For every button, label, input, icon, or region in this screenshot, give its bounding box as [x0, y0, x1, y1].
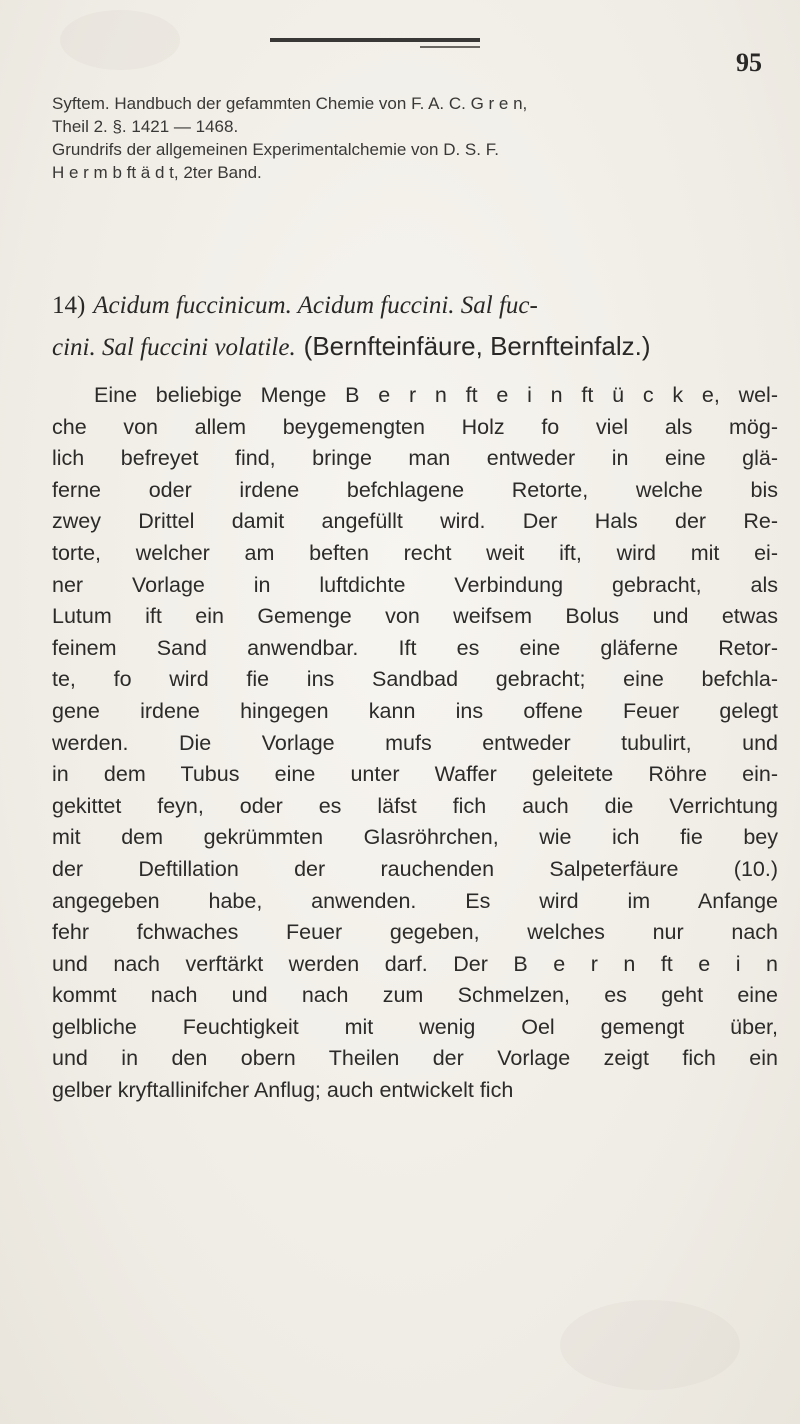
body-line: und nach verftärkt werden darf. Der B e r n ft e i n — [52, 951, 778, 976]
body-line: lich befreyet find, bringe man entweder in eine glä- — [52, 446, 778, 471]
entry-latin-names-2: cini. Sal fuccini volatile. — [52, 334, 296, 361]
body-line: angegeben habe, anwenden. Es wird im Anfange — [52, 888, 778, 913]
body-line: ner Vorlage in luftdichte Verbindung gebracht, als — [52, 572, 778, 597]
bibliography-references — [52, 92, 772, 184]
body-line: werden. Die Vorlage mufs entweder tubulirt, und — [52, 730, 778, 755]
header-rule-secondary — [420, 46, 480, 48]
body-line: fehr fchwaches Feuer gegeben, welches nur nach — [52, 920, 778, 945]
entry-german-names: (Bernfteinfäure, Bernfteinfalz.) — [303, 331, 651, 361]
reference-line: Grundrifs der allgemeinen Experimentalchemie von D. S. F. — [52, 140, 499, 159]
entry-heading-line-1 — [52, 285, 792, 326]
body-line: gelber kryftallinifcher Anflug; auch entwickelt fich — [52, 1078, 514, 1103]
entry-heading-line-2 — [52, 326, 792, 368]
body-line: torte, welcher am beften recht weit ift, wird mit ei- — [52, 540, 778, 565]
body-line: gelbliche Feuchtigkeit mit wenig Oel gemengt über, — [52, 1014, 778, 1039]
body-line: ferne oder irdene befchlagene Retorte, welche bis — [52, 477, 778, 502]
entry-latin-names-1: Acidum fuccinicum. Acidum fuccini. Sal fuc- — [93, 292, 538, 319]
body-line: kommt nach und nach zum Schmelzen, es geht eine — [52, 983, 778, 1008]
body-line: Eine beliebige Menge B e r n ft e i n ft ü c k e, wel- — [94, 383, 778, 407]
entry-body-text — [52, 380, 778, 1107]
reference-line: Theil 2. §. 1421 — 1468. — [52, 117, 239, 136]
body-line: und in den obern Theilen der Vorlage zeigt fich ein — [52, 1046, 778, 1071]
page-number: 95 — [736, 48, 762, 77]
body-line: mit dem gekrümmten Glasröhrchen, wie ich fie bey — [52, 825, 778, 850]
reference-line: Syftem. Handbuch der gefammten Chemie von F. A. C. G r e n, — [52, 94, 528, 113]
body-line: gene irdene hingegen kann ins offene Feuer gelegt — [52, 698, 778, 723]
body-line: che von allem beygemengten Holz fo viel als mög- — [52, 414, 778, 439]
body-line: te, fo wird fie ins Sandbad gebracht; eine befchla- — [52, 667, 778, 692]
body-line: Lutum ift ein Gemenge von weifsem Bolus und etwas — [52, 604, 778, 629]
header-rule — [270, 38, 480, 42]
body-line: feinem Sand anwendbar. Ift es eine gläferne Retor- — [52, 635, 778, 660]
entry-heading — [52, 285, 792, 368]
paper-stain — [60, 10, 180, 70]
entry-number: 14) — [52, 292, 86, 319]
body-line: in dem Tubus eine unter Waffer geleitete Röhre ein- — [52, 762, 778, 787]
reference-line: H e r m b ft ä d t, 2ter Band. — [52, 163, 262, 182]
paper-stain — [560, 1300, 740, 1390]
body-line: der Deftillation der rauchenden Salpeterfäure (10.) — [52, 856, 778, 881]
body-line: gekittet feyn, oder es läfst fich auch die Verrichtung — [52, 793, 778, 818]
body-line: zwey Drittel damit angefüllt wird. Der Hals der Re- — [52, 509, 778, 534]
